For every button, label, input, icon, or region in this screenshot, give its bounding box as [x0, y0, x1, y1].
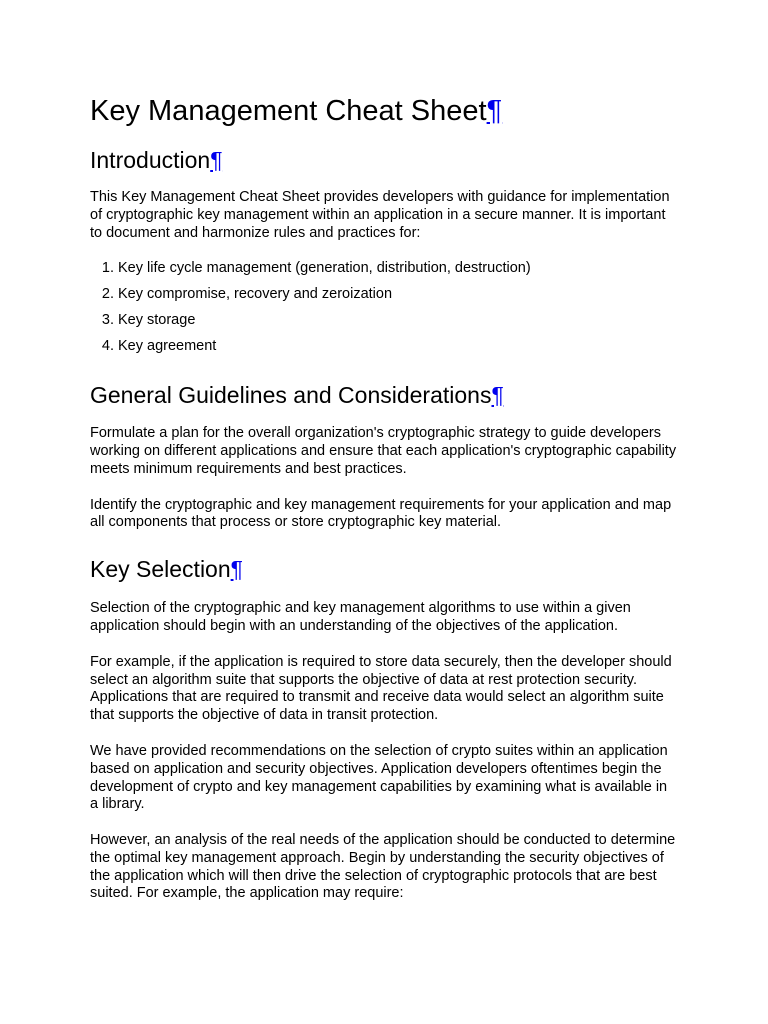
- heading-key-selection: [90, 555, 678, 583]
- key-selection-paragraph: However, an analysis of the real needs of the application should be conducted to determine the optimal key management approach. Begin by understanding the security objectives of the application which will then drive the selection of cryptographic protocols that are best suited. For example, the application may require:: [90, 832, 676, 902]
- introduction-permalink[interactable]: ¶: [210, 147, 223, 173]
- key-selection-permalink[interactable]: ¶: [230, 556, 243, 583]
- list-item: 4. Key agreement: [118, 338, 678, 356]
- heading-introduction-text: Introduction: [90, 147, 211, 173]
- page-title-text: Key Management Cheat Sheet: [90, 95, 487, 127]
- list-item: 3. Key storage: [118, 312, 678, 330]
- introduction-paragraph: This Key Management Cheat Sheet provides developers with guidance for implementation of cryptographic key management within an application in a secure manner. It is important to document and harmonize rules and practices for:: [90, 189, 670, 241]
- key-selection-paragraph: We have provided recommendations on the selection of crypto suites within an application based on application and security objectives. Application developers oftentimes begin the development of crypto and key management capabilities by examining what is available in a library.: [90, 742, 668, 813]
- heading-general-guidelines: [90, 381, 678, 409]
- heading-key-selection-text: Key Selection: [90, 556, 231, 583]
- heading-introduction: [90, 146, 678, 174]
- general-guidelines-permalink[interactable]: ¶: [491, 382, 504, 409]
- title-permalink[interactable]: ¶: [486, 95, 503, 127]
- list-item: 2. Key compromise, recovery and zeroization: [118, 286, 678, 304]
- heading-general-guidelines-text: General Guidelines and Considerations: [90, 382, 492, 409]
- page-title: [90, 93, 678, 129]
- general-paragraph: Identify the cryptographic and key management requirements for your application and map all components that process or store cryptographic key material.: [90, 496, 672, 531]
- general-paragraph: Formulate a plan for the overall organization's cryptographic strategy to guide developers working on different applications and ensure that each application's cryptographic capability meets minimum requirements and best practices.: [90, 425, 677, 477]
- key-selection-paragraph: Selection of the cryptographic and key management algorithms to use within a given application should begin with an understanding of the objectives of the application.: [90, 600, 631, 634]
- list-item: 1. Key life cycle management (generation, distribution, destruction): [118, 260, 678, 278]
- introduction-list: [90, 260, 678, 356]
- key-selection-paragraph: For example, if the application is required to store data securely, then the developer should select an algorithm suite that supports the objective of data at rest protection security. Applications that are required to transmit and receive data would select an algorithm suite that supports the objective of data in transit protection.: [90, 653, 672, 724]
